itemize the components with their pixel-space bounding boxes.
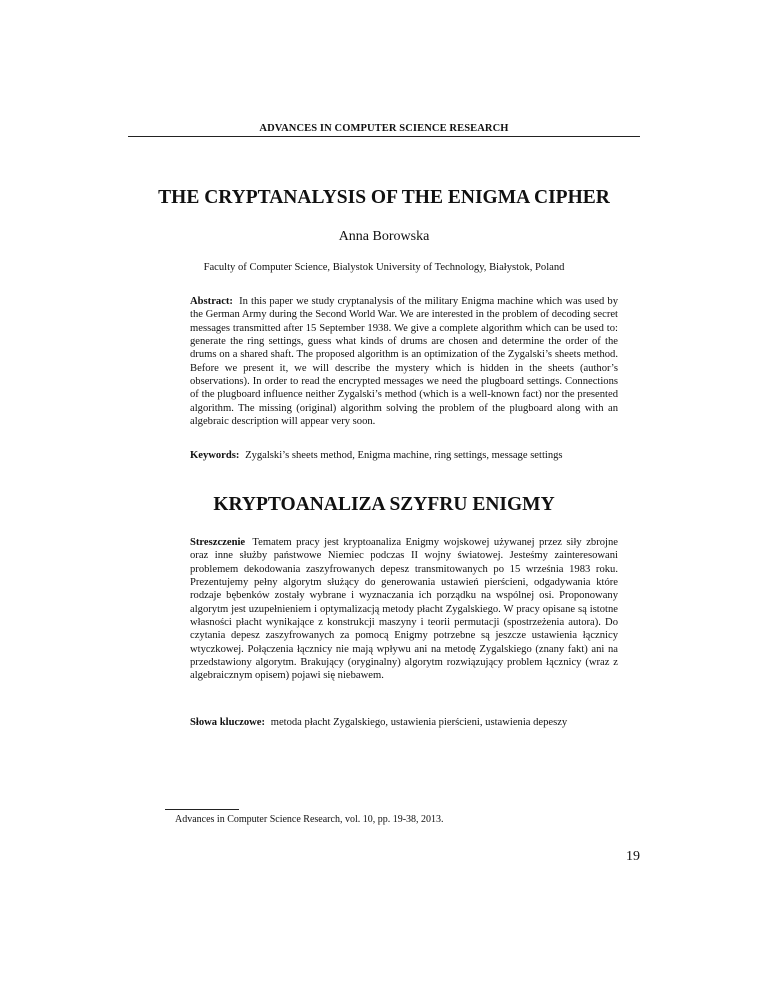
author-name: Anna Borowska xyxy=(338,229,430,244)
running-head: ADVANCES IN COMPUTER SCIENCE RESEARCH xyxy=(259,123,509,134)
streszczenie-label: Streszczenie xyxy=(190,537,246,548)
streszczenie-text: Tematem pracy jest kryptoanaliza Enigmy wojskowej używanej przez siły zbrojne oraz inne służby państwowe Niemiec podczas II wojny światowej. Jesteśmy zainteresowani problemem dekodowania zaszyfrowanych depesz transmitowanych po 15 września 1983 roku. Prezentujemy pełny algorytm służący do generowania ustawień pierścieni, odgadywania które rodzaje bębenków zostały wybrane i wyznaczania ich porządku na wspólnej osi. Proponowany algorytm jest uzupełnieniem i optymalizacją metody płacht Zygalskiego. W pracy opisane są istotne własności płacht wynikające z konstrukcji maszyny i teorii permutacji (spostrzeżenia autora). Do czytania depesz zaszyfrowanych za pomocą Enigmy potrzebne są jeszcze ustawienia łącznicy wtyczkowej. Połączenia łącznicy nie mają wpływu ani na metodę Zygalskiego (znany fakt) ani na przedstawiony algorytm. Brakujący (oryginalny) algorytm rozwiązujący problem łącznicy (wraz z algebraicznym opisem) pojawi się niebawem. xyxy=(190,537,618,682)
keywords xyxy=(190,449,620,462)
footnote: Advances in Computer Science Research, vol. 10, pp. 19-38, 2013. xyxy=(175,814,444,825)
slowa-kluczowe-text: metoda płacht Zygalskiego, ustawienia pierścieni, ustawienia depeszy xyxy=(270,717,568,728)
paper-title-polish: KRYPTOANALIZA SZYFRU ENIGMY xyxy=(213,494,555,515)
author-affiliation: Faculty of Computer Science, Bialystok University of Technology, Białystok, Poland xyxy=(203,262,565,273)
abstract-label: Abstract: xyxy=(190,296,233,307)
footnote-rule xyxy=(165,809,239,810)
streszczenie xyxy=(190,536,618,683)
abstract-text: In this paper we study cryptanalysis of the military Enigma machine which was used by the German Army during the Second World War. We are interested in the problem of decoding secret messages transmitted after 15 September 1938. We give a complete algorithm which can be used to: generate the ring settings, guess what kinds of drums are chosen and determine the order of the drums on a shared shaft. The proposed algorithm is an optimization of the Zygalski’s sheets method. Before we present it, we will describe the mystery which is hidden in the sheets (author’s observations). In order to read the encrypted messages we need the plugboard settings. Connections of the plugboard influence neither Zygalski’s method (which is a well-known fact) nor the presented algorithm. The missing (original) algorithm solving the problem of the plugboard along with an algebraic description will appear very soon. xyxy=(190,296,618,428)
paper-title: THE CRYPTANALYSIS OF THE ENIGMA CIPHER xyxy=(158,187,610,208)
abstract xyxy=(190,295,618,428)
keywords-text: Zygalski’s sheets method, Enigma machine, ring settings, message settings xyxy=(245,450,563,461)
keywords-label: Keywords: xyxy=(190,450,240,461)
page-number: 19 xyxy=(626,849,640,864)
slowa-kluczowe-label: Słowa kluczowe: xyxy=(190,717,266,728)
slowa-kluczowe xyxy=(190,716,620,729)
header-rule xyxy=(128,136,640,137)
